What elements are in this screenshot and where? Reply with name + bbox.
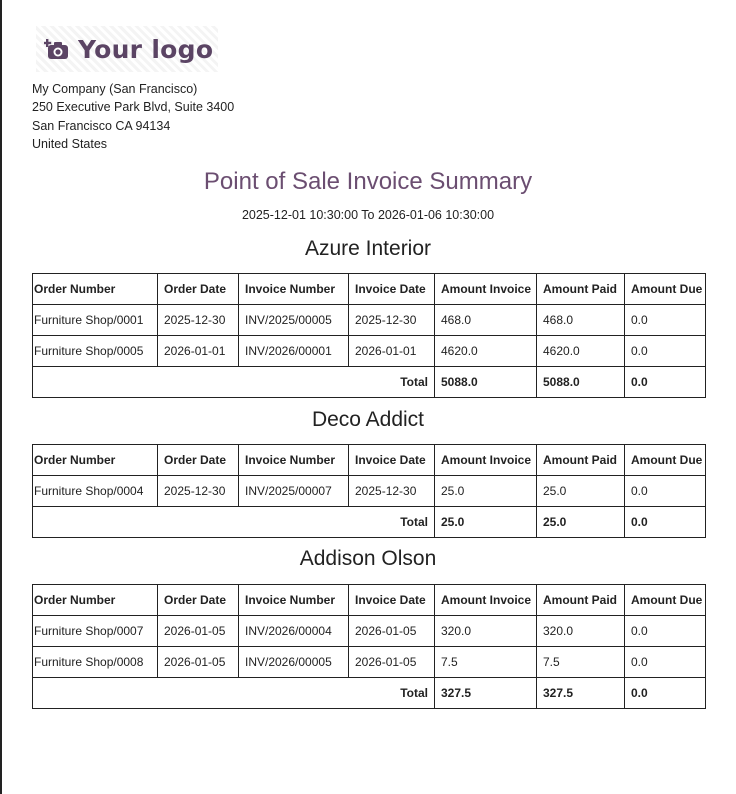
- total-row: [33, 678, 706, 709]
- column-header: Invoice Number: [239, 585, 349, 616]
- amount-due-cell: 0.0: [625, 476, 706, 507]
- column-header: Invoice Number: [239, 445, 349, 476]
- invoice-date-cell: 2026-01-01: [349, 336, 435, 367]
- column-header: Order Number: [33, 585, 158, 616]
- logo-text: Your logo: [78, 34, 214, 64]
- column-header: Order Date: [158, 585, 239, 616]
- order-number-cell: Furniture Shop/0001: [33, 305, 158, 336]
- invoice-table: [32, 584, 706, 709]
- column-header: Amount Invoice: [435, 445, 537, 476]
- amount-due-cell: 0.0: [625, 336, 706, 367]
- order-number-cell: Furniture Shop/0004: [33, 476, 158, 507]
- table-row: [33, 616, 706, 647]
- company-street: 250 Executive Park Blvd, Suite 3400: [32, 100, 235, 115]
- total-amount-invoice: 5088.0: [435, 367, 537, 398]
- order-number-cell: Furniture Shop/0005: [33, 336, 158, 367]
- report-title: Point of Sale Invoice Summary: [203, 168, 533, 195]
- order-date-cell: 2026-01-05: [158, 647, 239, 678]
- amount-paid-cell: 25.0: [537, 476, 625, 507]
- amount-due-cell: 0.0: [625, 616, 706, 647]
- order-date-cell: 2026-01-05: [158, 616, 239, 647]
- amount-invoice-cell: 7.5: [435, 647, 537, 678]
- camera-plus-icon: [44, 37, 70, 61]
- column-header: Invoice Date: [349, 274, 435, 305]
- table-header-row: [33, 274, 706, 305]
- column-header: Order Number: [33, 274, 158, 305]
- invoice-number-cell: INV/2026/00001: [239, 336, 349, 367]
- order-number-cell: Furniture Shop/0008: [33, 647, 158, 678]
- customer-name: Azure Interior: [304, 237, 432, 260]
- company-city: San Francisco CA 94134: [32, 118, 171, 133]
- invoice-number-cell: INV/2025/00007: [239, 476, 349, 507]
- column-header: Amount Due: [625, 445, 706, 476]
- table-row: [33, 336, 706, 367]
- amount-due-cell: 0.0: [625, 647, 706, 678]
- order-date-cell: 2026-01-01: [158, 336, 239, 367]
- table-header-row: [33, 585, 706, 616]
- total-row: [33, 367, 706, 398]
- invoice-table: [32, 444, 706, 538]
- total-row: [33, 507, 706, 538]
- invoice-date-cell: 2026-01-05: [349, 647, 435, 678]
- amount-invoice-cell: 468.0: [435, 305, 537, 336]
- table-row: [33, 476, 706, 507]
- invoice-table: [32, 273, 706, 398]
- column-header: Order Date: [158, 274, 239, 305]
- order-date-cell: 2025-12-30: [158, 305, 239, 336]
- total-amount-paid: 25.0: [537, 507, 625, 538]
- total-amount-paid: 5088.0: [537, 367, 625, 398]
- invoice-date-cell: 2025-12-30: [349, 305, 435, 336]
- total-amount-invoice: 327.5: [435, 678, 537, 709]
- column-header: Invoice Number: [239, 274, 349, 305]
- column-header: Order Date: [158, 445, 239, 476]
- total-label: Total: [33, 367, 435, 398]
- total-amount-due: 0.0: [625, 678, 706, 709]
- total-amount-due: 0.0: [625, 367, 706, 398]
- amount-invoice-cell: 320.0: [435, 616, 537, 647]
- page-left-border: [0, 0, 2, 794]
- total-amount-due: 0.0: [625, 507, 706, 538]
- company-name: My Company (San Francisco): [32, 82, 198, 96]
- invoice-number-cell: INV/2026/00005: [239, 647, 349, 678]
- invoice-number-cell: INV/2026/00004: [239, 616, 349, 647]
- invoice-date-cell: 2026-01-05: [349, 616, 435, 647]
- company-logo: [36, 26, 218, 72]
- column-header: Amount Paid: [537, 274, 625, 305]
- table-row: [33, 305, 706, 336]
- total-amount-invoice: 25.0: [435, 507, 537, 538]
- total-label: Total: [33, 678, 435, 709]
- column-header: Amount Paid: [537, 585, 625, 616]
- order-number-cell: Furniture Shop/0007: [33, 616, 158, 647]
- customer-name: Addison Olson: [299, 547, 437, 570]
- order-date-cell: 2025-12-30: [158, 476, 239, 507]
- customer-name: Deco Addict: [311, 408, 425, 431]
- amount-paid-cell: 7.5: [537, 647, 625, 678]
- amount-paid-cell: 320.0: [537, 616, 625, 647]
- total-amount-paid: 327.5: [537, 678, 625, 709]
- column-header: Invoice Date: [349, 585, 435, 616]
- amount-paid-cell: 468.0: [537, 305, 625, 336]
- invoice-number-cell: INV/2025/00005: [239, 305, 349, 336]
- column-header: Amount Invoice: [435, 585, 537, 616]
- amount-invoice-cell: 25.0: [435, 476, 537, 507]
- total-label: Total: [33, 507, 435, 538]
- amount-invoice-cell: 4620.0: [435, 336, 537, 367]
- column-header: Amount Due: [625, 585, 706, 616]
- column-header: Amount Paid: [537, 445, 625, 476]
- company-address: [32, 80, 234, 153]
- column-header: Amount Due: [625, 274, 706, 305]
- table-row: [33, 647, 706, 678]
- table-header-row: [33, 445, 706, 476]
- report-date-range: 2025-12-01 10:30:00 To 2026-01-06 10:30:00: [241, 208, 495, 222]
- column-header: Order Number: [33, 445, 158, 476]
- amount-paid-cell: 4620.0: [537, 336, 625, 367]
- invoice-date-cell: 2025-12-30: [349, 476, 435, 507]
- company-country: United States: [32, 136, 108, 151]
- column-header: Invoice Date: [349, 445, 435, 476]
- amount-due-cell: 0.0: [625, 305, 706, 336]
- column-header: Amount Invoice: [435, 274, 537, 305]
